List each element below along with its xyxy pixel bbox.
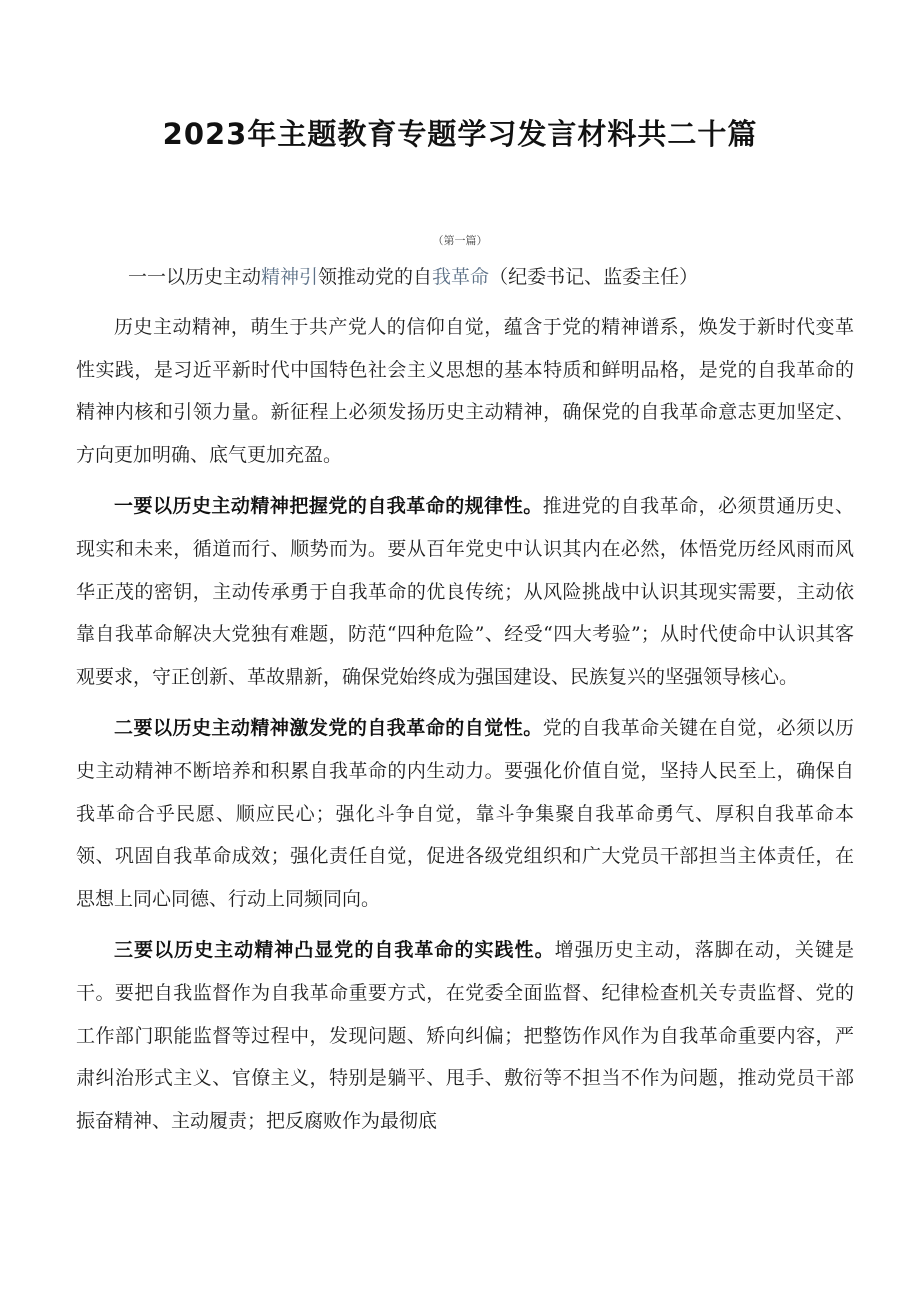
paragraph xyxy=(76,707,854,920)
document-title: 2023年主题教育专题学习发言材料共二十篇 xyxy=(162,117,758,151)
subtitle-part: 领推动党的自 xyxy=(318,266,433,288)
paragraph-text: 增强历史主动，落脚在动，关键是干。要把自我监督作为自我革命重要方式，在党委全面监督、纪律检查机关专责监督、党的工作部门职能监督等过程中，发现问题、矫向纠偏；把整饬作风作为自我革命重要内容，严肃纠治形式主义、官僚主义，特别是躺平、甩手、敷衍等不担当不作为问题，推动党员干部振奋精神、主动履责；把反腐败作为最彻底 xyxy=(76,939,854,1132)
subtitle-part: 精神引 xyxy=(261,266,319,288)
document-body xyxy=(76,306,854,1142)
paragraph-lead: 一要以历史主动精神把握党的自我革命的规律性。 xyxy=(114,495,543,518)
paragraph-lead: 二要以历史主动精神激发党的自我革命的自觉性。 xyxy=(114,717,543,740)
paragraph-lead: 三要以历史主动精神凸显党的自我革命的实践性。 xyxy=(114,939,555,962)
paragraph-text: 党的自我革命关键在自觉，必须以历史主动精神不断培养和积累自我革命的内生动力。要强化价值自觉，坚持人民至上，确保自我革命合乎民愿、顺应民心；强化斗争自觉，靠斗争集聚自我革命勇气、厚积自我革命本领、巩固自我革命成效；强化责任自觉，促进各级党组织和广大党员干部担当主体责任，在思想上同心同德、行动上同频同向。 xyxy=(76,717,854,910)
paragraph xyxy=(76,306,854,476)
section-label: （第一篇） xyxy=(432,234,488,247)
paragraph xyxy=(76,929,854,1142)
section-subtitle xyxy=(128,262,698,289)
paragraph-text: 推进党的自我革命，必须贯通历史、现实和未来，循道而行、顺势而为。要从百年党史中认识其内在必然，体悟党历经风雨而风华正茂的密钥，主动传承勇于自我革命的优良传统；从风险挑战中认识其现实需要，主动依靠自我革命解决大党独有难题，防范“四种危险”、经受“四大考验”；从时代使命中认识其客观要求，守正创新、革故鼎新，确保党始终成为强国建设、民族复兴的坚强领导核心。 xyxy=(76,495,854,688)
subtitle-part: （纪委书记、监委主任） xyxy=(489,266,699,288)
subtitle-part: 我革命 xyxy=(432,266,490,288)
subtitle-part: 一一以历史主动 xyxy=(128,266,262,288)
paragraph xyxy=(76,485,854,698)
paragraph-text: 历史主动精神，萌生于共产党人的信仰自觉，蕴含于党的精神谱系，焕发于新时代变革性实践，是习近平新时代中国特色社会主义思想的基本特质和鲜明品格，是党的自我革命的精神内核和引领力量。新征程上必须发扬历史主动精神，确保党的自我革命意志更加坚定、方向更加明确、底气更加充盈。 xyxy=(76,316,854,466)
